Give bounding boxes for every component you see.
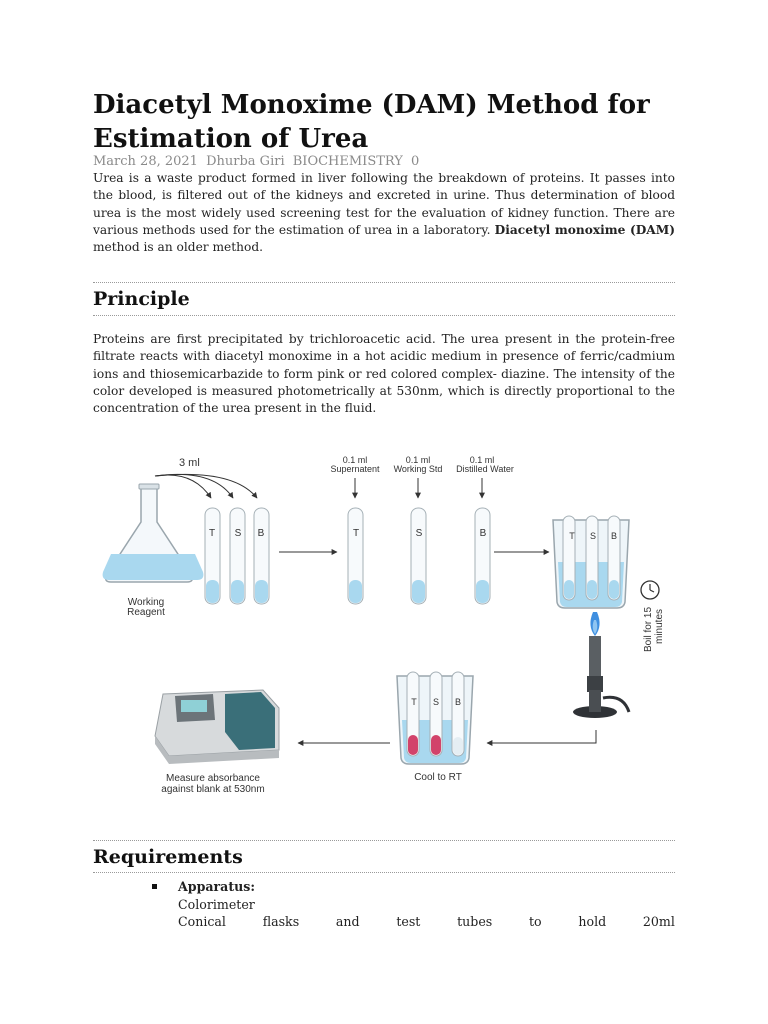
cool-label: Cool to RT bbox=[414, 772, 462, 783]
word: hold bbox=[578, 914, 607, 929]
divider bbox=[93, 282, 675, 283]
test-tube bbox=[230, 508, 245, 604]
tube-label-s: S bbox=[432, 697, 440, 707]
sample-volume: 0.1 ml bbox=[405, 455, 431, 465]
tube-label-s: S bbox=[589, 531, 597, 541]
intro-paragraph bbox=[93, 170, 675, 256]
divider bbox=[93, 840, 675, 841]
tube-label-t: T bbox=[569, 531, 575, 541]
tube-label-b: B bbox=[610, 531, 618, 541]
requirements-list bbox=[155, 878, 675, 931]
sample-name: Working Std bbox=[393, 464, 443, 474]
flask-label-line2: Reagent bbox=[127, 607, 165, 618]
apparatus-item bbox=[155, 913, 675, 931]
sample-name: Supernatent bbox=[330, 464, 380, 474]
flask-icon bbox=[103, 484, 204, 582]
word: flasks bbox=[262, 914, 300, 929]
intro-text: Urea is a waste product formed in liver following the breakdown of proteins. It passes into the blood, is filtered out of the kidneys and excreted in urine. Thus determination of blood urea is the most widely used screening test for the evaluation of kidney function. There are various methods used for the estimation of urea in a laboratory. bbox=[93, 171, 675, 237]
reagent-volume-label: 3 ml bbox=[179, 457, 200, 469]
tube-label-t: T bbox=[411, 697, 417, 707]
cooling-beaker bbox=[397, 672, 473, 764]
principle-paragraph: Proteins are first precipitated by trichloroacetic acid. The urea present in the protein-free filtrate reacts with diacetyl monoxime in a hot acidic medium in presence of ferric/cadmium ions and thiosemicarbazide to form pink or red colored complex- diazine. The intensity of the color developed is measured photometrically at 530nm, which is directly proportional to the concentration of the urea present in the fluid. bbox=[93, 332, 675, 416]
tube-label-b: B bbox=[257, 528, 265, 539]
boil-label-line2: minutes bbox=[654, 608, 665, 644]
article-title: Diacetyl Monoxime (DAM) Method for Estimation of Urea bbox=[93, 90, 650, 154]
boil-label: Boil for 15 bbox=[643, 606, 654, 652]
clock-icon bbox=[641, 581, 659, 599]
tube-set-2 bbox=[348, 508, 490, 604]
sample-volume: 0.1 ml bbox=[342, 455, 368, 465]
sample-name: Distilled Water bbox=[456, 464, 514, 474]
comment-count[interactable]: 0 bbox=[411, 154, 420, 169]
post-date[interactable]: March 28, 2021 bbox=[93, 154, 198, 169]
divider bbox=[93, 315, 675, 316]
article-meta bbox=[93, 154, 423, 169]
bullet-icon bbox=[152, 884, 157, 889]
tube-label-t: T bbox=[352, 528, 360, 539]
word: Conical bbox=[178, 914, 226, 929]
flow-arrow bbox=[487, 730, 596, 743]
flask-label: Working bbox=[127, 597, 165, 608]
test-tube bbox=[475, 508, 490, 604]
test-tube bbox=[411, 508, 426, 604]
procedure-diagram bbox=[93, 432, 675, 817]
list-item bbox=[155, 878, 675, 931]
water-bath-beaker bbox=[553, 516, 629, 608]
word: test bbox=[396, 914, 421, 929]
bunsen-burner-icon bbox=[573, 612, 629, 718]
word: to bbox=[528, 914, 542, 929]
requirements-heading: Requirements bbox=[93, 846, 243, 868]
procedure-figure bbox=[93, 432, 675, 817]
measure-label: Measure absorbance bbox=[166, 773, 260, 784]
tube-label-t: T bbox=[208, 528, 216, 539]
spectrophotometer-icon bbox=[155, 690, 279, 764]
apparatus-item: Colorimeter bbox=[178, 896, 255, 912]
word: tubes bbox=[457, 914, 493, 929]
post-author[interactable]: Dhurba Giri bbox=[206, 154, 285, 169]
tube-label-s: S bbox=[415, 528, 423, 539]
measure-label-line2: against blank at 530nm bbox=[161, 784, 265, 795]
test-tube bbox=[205, 508, 220, 604]
word: 20ml bbox=[642, 914, 675, 929]
test-tube bbox=[254, 508, 269, 604]
divider bbox=[93, 872, 675, 873]
tube-label-b: B bbox=[479, 528, 487, 539]
sample-volume: 0.1 ml bbox=[469, 455, 495, 465]
intro-tail: method is an older method. bbox=[93, 240, 264, 255]
test-tube bbox=[348, 508, 363, 604]
principle-heading: Principle bbox=[93, 288, 190, 310]
intro-bold-term: Diacetyl monoxime (DAM) bbox=[494, 222, 675, 237]
pour-arrow bbox=[155, 475, 211, 498]
word: and bbox=[335, 914, 360, 929]
post-category[interactable]: BIOCHEMISTRY bbox=[292, 154, 403, 169]
tube-set-1 bbox=[205, 508, 269, 604]
tube-label-b: B bbox=[454, 697, 462, 707]
apparatus-label: Apparatus: bbox=[178, 879, 256, 894]
tube-label-s: S bbox=[234, 528, 242, 539]
